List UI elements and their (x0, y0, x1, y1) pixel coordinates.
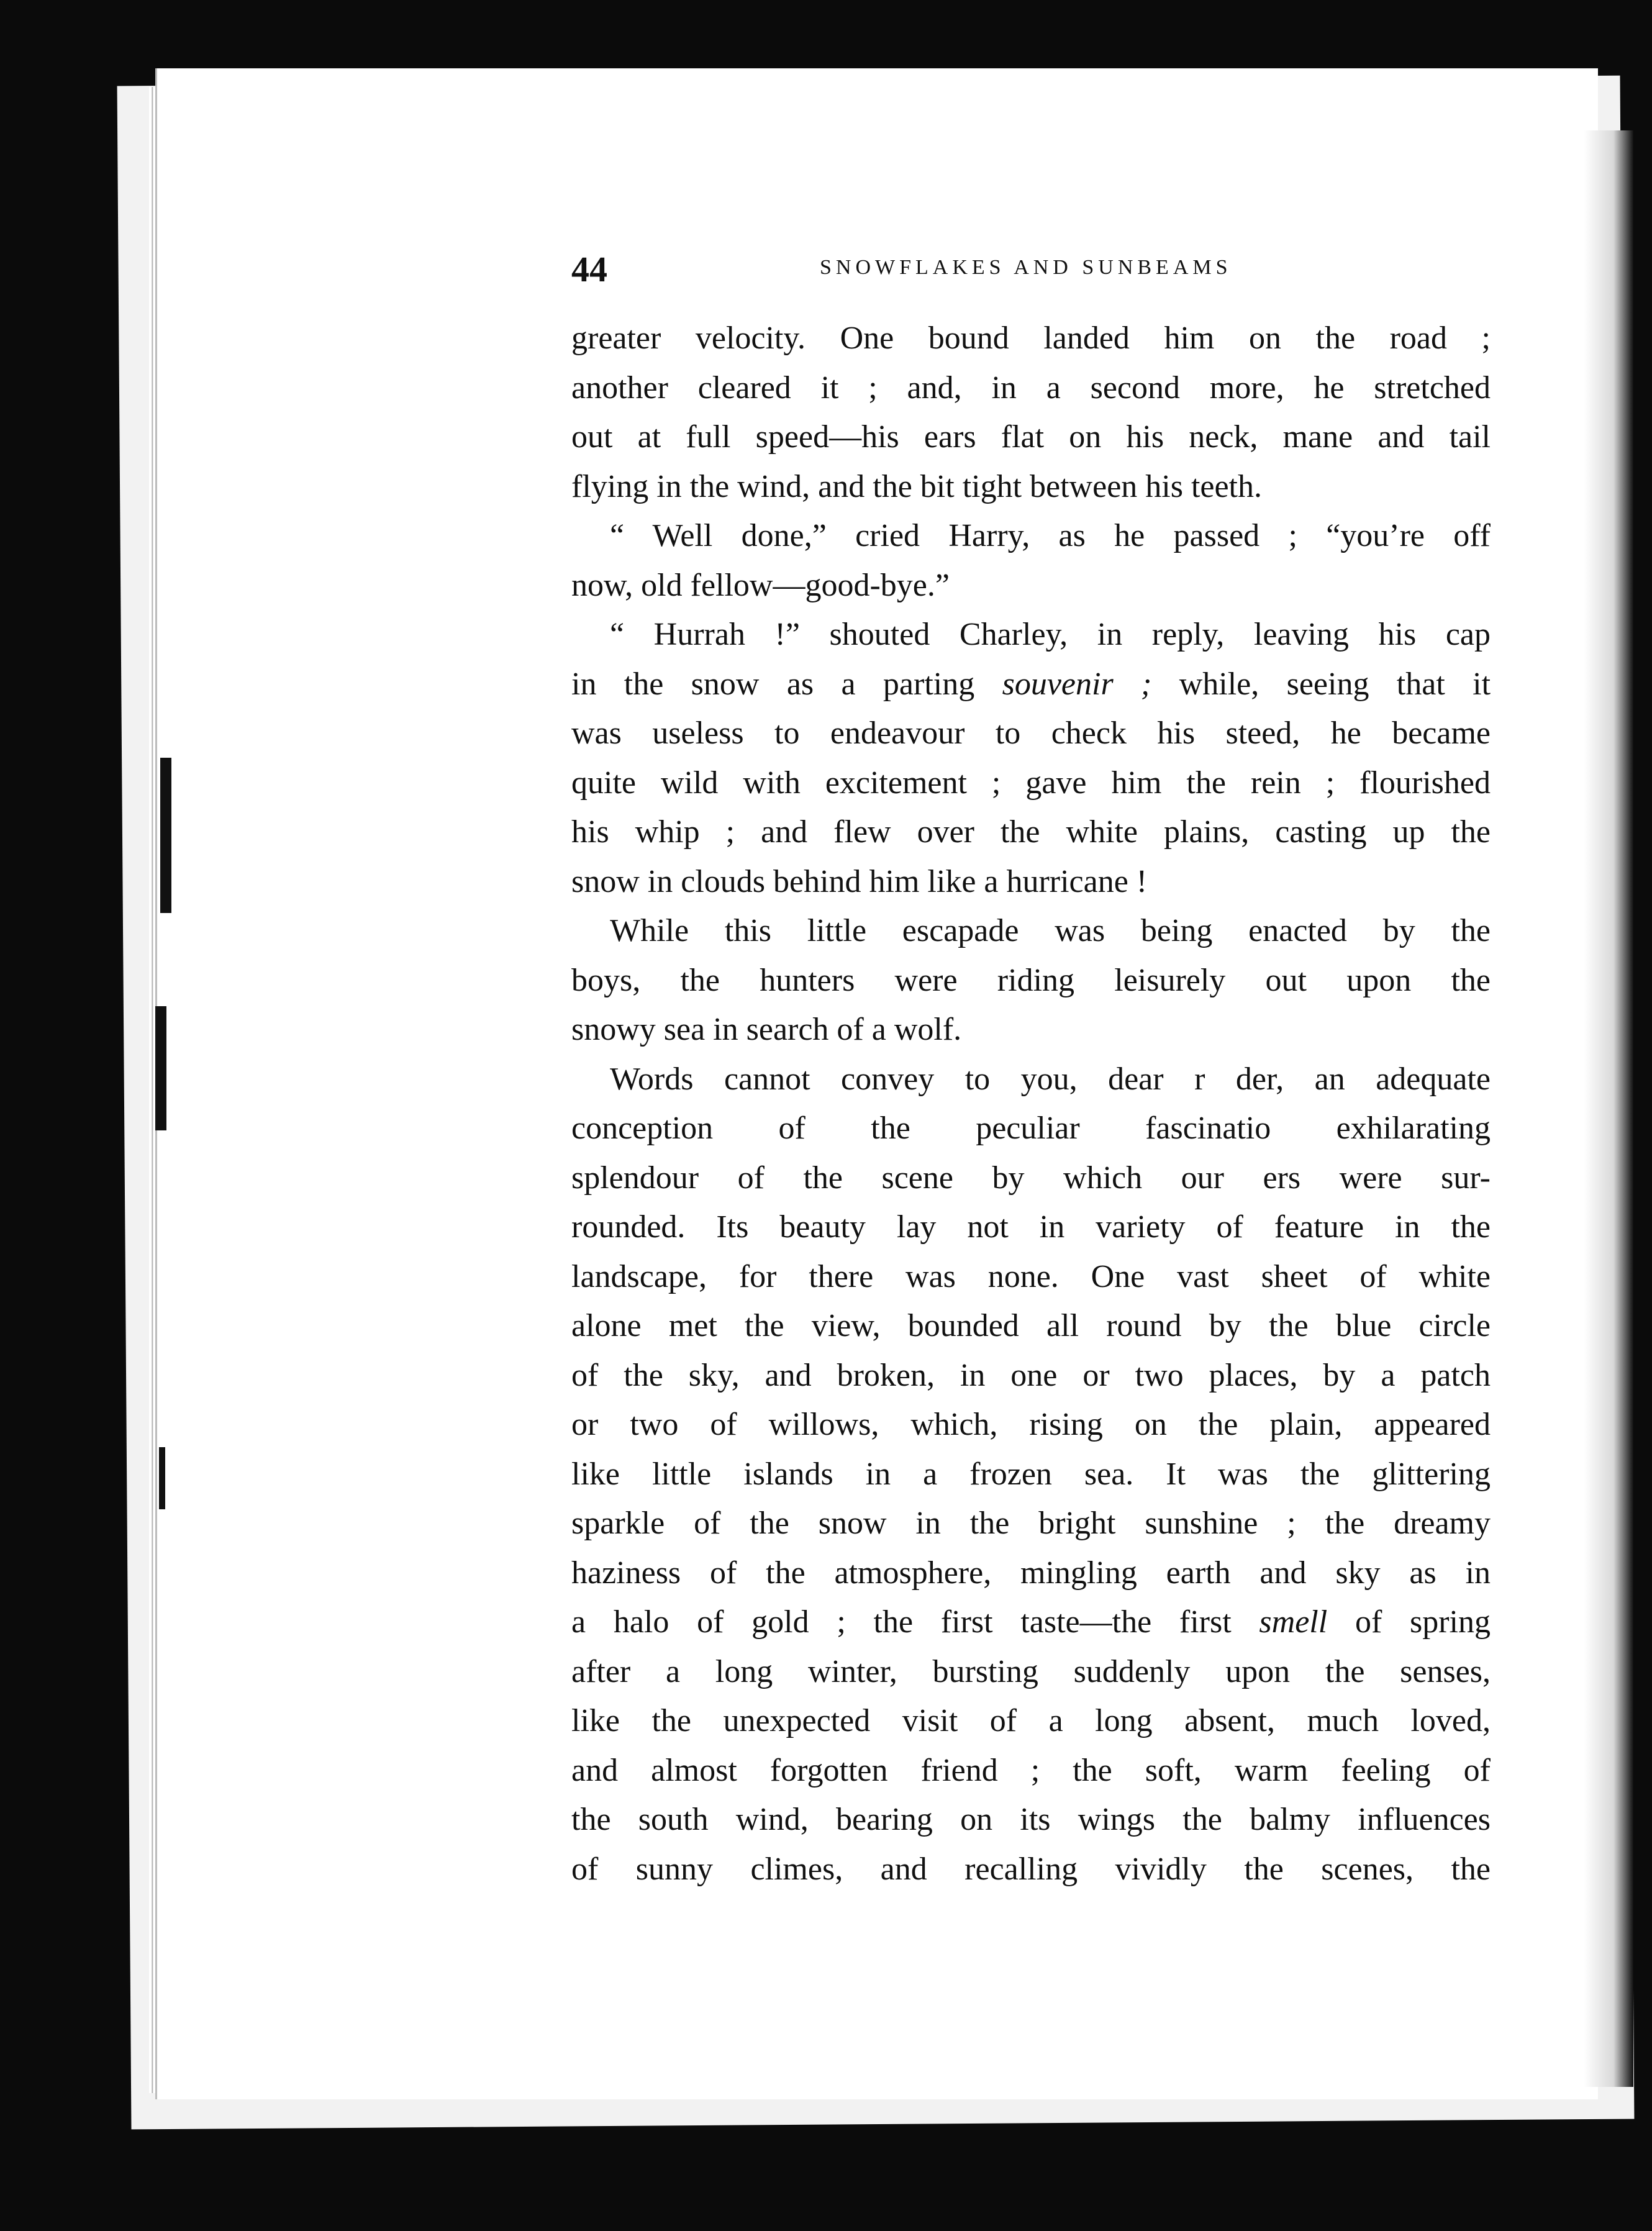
text-line: While this little escapade was being enacted by the (610, 913, 1491, 948)
text-fragment: of spring (1355, 1604, 1491, 1640)
body-text (571, 314, 1491, 1894)
text-line: haziness of the atmosphere, mingling earth and sky as in (571, 1555, 1491, 1591)
text-line: of the sky, and broken, in one or two places, by a patch (571, 1357, 1491, 1393)
text-line: snow in clouds behind him like a hurricane ! (571, 863, 1148, 899)
text-line: out at full speed—his ears flat on his neck, mane and tail (571, 419, 1491, 455)
page-edge-right (1584, 130, 1633, 2087)
text-line: rounded. Its beauty lay not in variety of feature in the (571, 1209, 1491, 1245)
binding-shadow (160, 758, 171, 913)
text-line: sparkle of the snow in the bright sunshine ; the dreamy (571, 1506, 1491, 1541)
text-line: quite wild with excitement ; gave him the rein ; flourished (571, 765, 1491, 801)
running-head: SNOWFLAKES AND SUNBEAMS (820, 256, 1232, 279)
text-line: like little islands in a frozen sea. It was the glittering (571, 1456, 1491, 1492)
text-line: and almost forgotten friend ; the soft, warm feeling of (571, 1752, 1491, 1788)
page-header (571, 248, 1491, 292)
text-line-mixed (571, 1597, 1491, 1647)
text-line: snowy sea in search of a wolf. (571, 1012, 962, 1047)
italic-word: smell (1259, 1604, 1328, 1640)
text-line: flying in the wind, and the bit tight between his teeth. (571, 468, 1263, 504)
text-line: after a long winter, bursting suddenly upon the senses, (571, 1653, 1491, 1689)
text-line: of sunny climes, and recalling vividly the scenes, the (571, 1851, 1491, 1887)
binding-shadow (159, 1447, 165, 1509)
binding-shadow (155, 1006, 166, 1130)
text-line: splendour of the scene by which our ers were sur- (571, 1160, 1491, 1196)
page-number: 44 (571, 249, 607, 289)
text-line: “ Hurrah !” shouted Charley, in reply, leaving his cap (610, 617, 1491, 652)
text-line: now, old fellow—good-bye.” (571, 567, 950, 603)
text-line-mixed (571, 660, 1491, 709)
text-fragment: a halo of gold ; the first taste—the first (571, 1604, 1232, 1640)
text-line: “ Well done,” cried Harry, as he passed ; “you’re off (610, 518, 1491, 553)
text-line: conception of the peculiar fascinatio exhilarating (571, 1111, 1491, 1146)
text-line: boys, the hunters were riding leisurely out upon the (571, 962, 1491, 998)
text-line: alone met the view, bounded all round by the blue circle (571, 1308, 1491, 1343)
text-line: like the unexpected visit of a long absent, much loved, (571, 1703, 1491, 1738)
text-line: greater velocity. One bound landed him on the road ; (571, 320, 1491, 356)
text-line: or two of willows, which, rising on the plain, appeared (571, 1407, 1491, 1442)
text-line: was useless to endeavour to check his steed, he became (571, 716, 1491, 751)
text-fragment: while, seeing that it (1179, 666, 1491, 702)
text-fragment: in the snow as a parting (571, 666, 975, 702)
text-line: his whip ; and flew over the white plains, casting up the (571, 814, 1491, 850)
text-line: Words cannot convey to you, dear r der, an adequate (610, 1061, 1491, 1097)
text-line: the south wind, bearing on its wings the balmy influences (571, 1802, 1491, 1837)
text-line: landscape, for there was none. One vast sheet of white (571, 1258, 1491, 1294)
italic-word: souvenir ; (1002, 666, 1152, 702)
text-line: another cleared it ; and, in a second more, he stretched (571, 370, 1491, 406)
